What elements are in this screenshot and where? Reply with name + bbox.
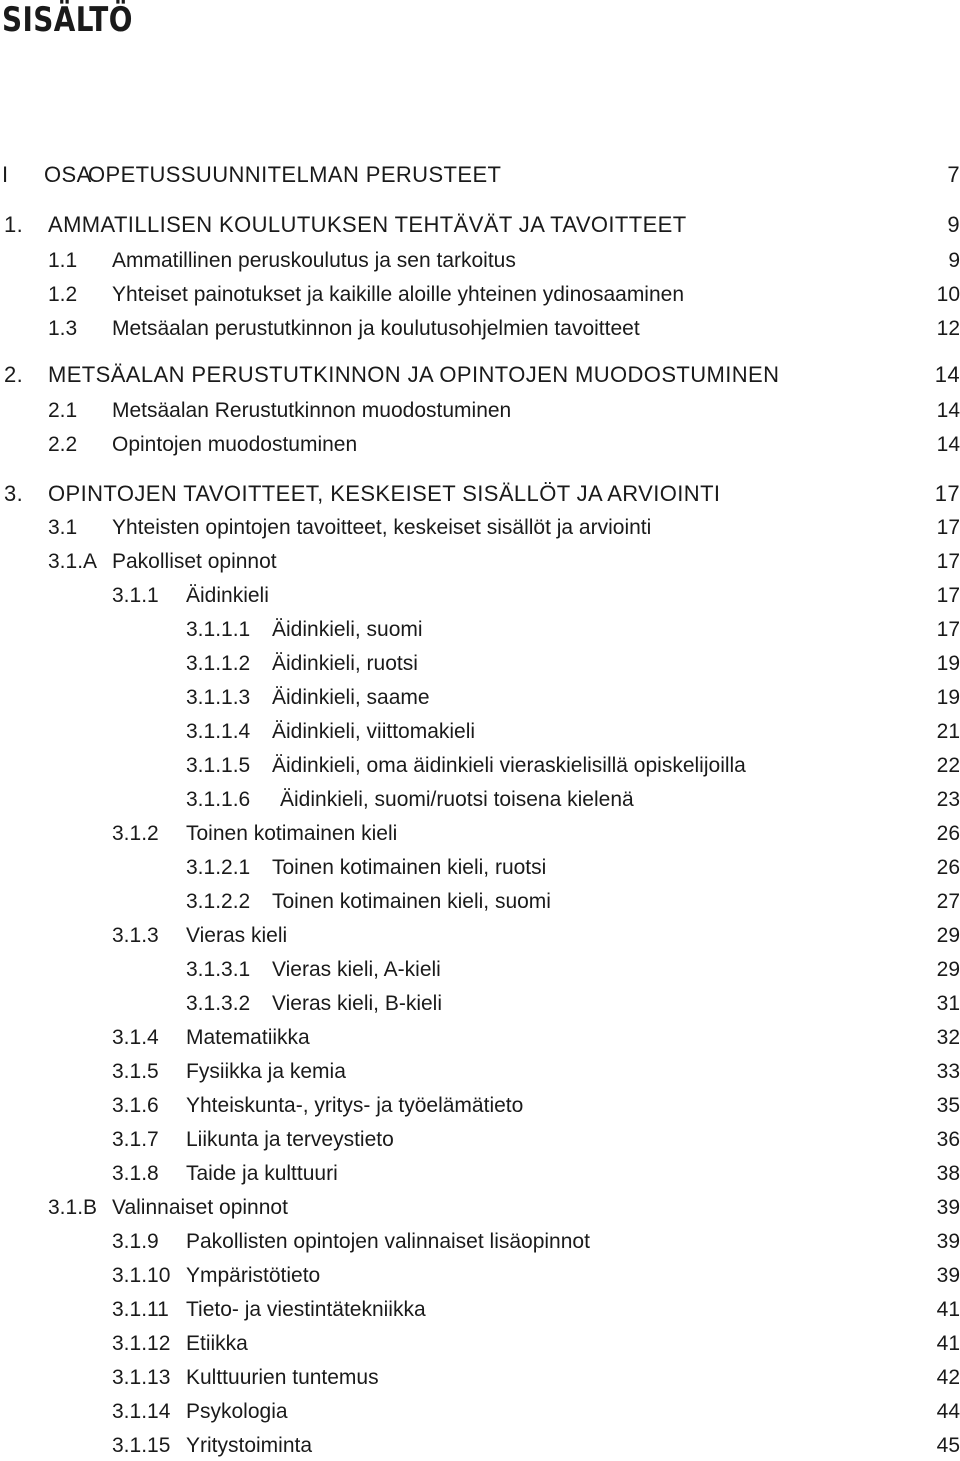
toc-entry-number: 3.1.3.1 [186, 958, 251, 981]
toc-entry-number: 3.1.4 [112, 1026, 159, 1049]
toc-entry-title: Psykologia [186, 1400, 288, 1423]
toc-entry-page-number: 10 [936, 283, 960, 306]
toc-entry-number: 3.1.2 [112, 822, 159, 845]
toc-entry-page-number: 14 [936, 399, 960, 422]
toc-entry[interactable] [0, 160, 960, 190]
toc-entry-number: 3.1.11 [112, 1298, 169, 1321]
toc-entry-title: Vieras kieli, A-kieli [272, 958, 441, 981]
toc-entry-title: Taide ja kulttuuri [186, 1162, 338, 1185]
toc-entry-number: 1.3 [48, 317, 78, 340]
toc-entry-number: I [2, 162, 9, 187]
toc-entry-title: Yritystoiminta [186, 1434, 313, 1457]
toc-entry[interactable] [0, 581, 960, 611]
toc-entry-page-number: 19 [936, 686, 960, 709]
toc-entry-number: 3.1.13 [112, 1366, 171, 1389]
toc-entry-page-number: 14 [936, 433, 960, 456]
toc-entry[interactable] [0, 717, 960, 747]
toc-entry-page-number: 17 [934, 481, 960, 506]
toc-entry-number: 3.1.1.6 [186, 788, 251, 811]
toc-entry[interactable] [0, 853, 960, 883]
toc-entry[interactable] [0, 1057, 960, 1087]
toc-entry-number: 1. [4, 212, 24, 237]
toc-entry-number: 3.1.15 [112, 1434, 171, 1457]
toc-entry-title: Metsäalan perustutkinnon ja koulutusohjelmien tavoitteet [112, 317, 640, 340]
toc-entry-title: OPINTOJEN TAVOITTEET, KESKEISET SISÄLLÖT JA ARVIOINTI [48, 481, 721, 506]
toc-entry[interactable] [0, 314, 960, 344]
toc-entry-title: Metsäalan Rerustutkinnon muodostuminen [112, 399, 512, 422]
toc-entry-page-number: 31 [936, 992, 960, 1015]
toc-entry-title: Fysiikka ja kemia [186, 1060, 346, 1083]
toc-entry-number: 3.1.2.2 [186, 890, 251, 913]
toc-entry-number: 3.1.B [48, 1196, 98, 1219]
toc-entry-page-number: 12 [936, 317, 960, 340]
toc-entry[interactable] [0, 210, 960, 240]
toc-entry-number: 3.1.1.4 [186, 720, 251, 743]
toc-entry[interactable] [0, 513, 960, 543]
toc-entry[interactable] [0, 683, 960, 713]
toc-entry[interactable] [0, 1193, 960, 1223]
toc-entry-page-number: 36 [936, 1128, 960, 1151]
toc-entry-page-number: 7 [947, 162, 960, 187]
toc-entry-page-number: 22 [936, 754, 960, 777]
toc-entry[interactable] [0, 396, 960, 426]
toc-entry[interactable] [0, 1091, 960, 1121]
toc-entry-title: AMMATILLISEN KOULUTUKSEN TEHTÄVÄT JA TAVOITTEET [48, 212, 687, 237]
toc-entry-title: Äidinkieli, suomi/ruotsi toisena kielenä [280, 788, 634, 811]
toc-entry[interactable] [0, 1363, 960, 1393]
toc-entry-page-number: 29 [936, 958, 960, 981]
toc-entry[interactable] [0, 785, 960, 815]
toc-entry-page-number: 33 [936, 1060, 960, 1083]
toc-entry-number: 3.1.1 [112, 584, 159, 607]
toc-entry-number: 3.1.5 [112, 1060, 159, 1083]
toc-entry-title: Tieto- ja viestintätekniikka [186, 1298, 426, 1321]
toc-entry[interactable] [0, 1397, 960, 1427]
toc-entry-title: Äidinkieli, suomi [272, 618, 423, 641]
toc-entry-title: Toinen kotimainen kieli, suomi [272, 890, 551, 913]
toc-entry-title: Liikunta ja terveystieto [186, 1128, 394, 1151]
toc-entry-title: Matematiikka [186, 1026, 310, 1049]
toc-entry[interactable] [0, 819, 960, 849]
toc-entry[interactable] [0, 479, 960, 509]
toc-entry[interactable] [0, 955, 960, 985]
toc-entry-number: 3.1.1.5 [186, 754, 251, 777]
toc-entry-page-number: 39 [936, 1196, 960, 1219]
toc-entry[interactable] [0, 1431, 960, 1461]
toc-entry-number: 2.1 [48, 399, 78, 422]
toc-entry-number: 3. [4, 481, 24, 506]
toc-entry-title: Yhteiskunta-, yritys- ja työelämätieto [186, 1094, 524, 1117]
toc-entry[interactable] [0, 1227, 960, 1257]
toc-entry[interactable] [0, 360, 960, 390]
toc-entry-page-number: 27 [936, 890, 960, 913]
toc-entry-page-number: 17 [936, 584, 960, 607]
toc-entry[interactable] [0, 1295, 960, 1325]
toc-entry-page-number: 26 [936, 856, 960, 879]
toc-entry-title: Vieras kieli [186, 924, 288, 947]
toc-entry-page-number: 19 [936, 652, 960, 675]
toc-entry-page-number: 45 [936, 1434, 960, 1457]
toc-entry-page-number: 21 [936, 720, 960, 743]
toc-entry-number: 3.1.2.1 [186, 856, 251, 879]
toc-entry-title: Äidinkieli, oma äidinkieli vieraskielisillä opiskelijoilla [272, 754, 746, 777]
toc-entry[interactable] [0, 1329, 960, 1359]
toc-entry-title: Valinnaiset opinnot [112, 1196, 288, 1219]
toc-entry-number: 3.1.A [48, 550, 98, 573]
toc-entry[interactable] [0, 430, 960, 460]
toc-entry[interactable] [0, 547, 960, 577]
toc-entry-number: 3.1.3 [112, 924, 159, 947]
toc-entry[interactable] [0, 246, 960, 276]
toc-entry-title: Äidinkieli [186, 584, 269, 607]
toc-entry[interactable] [0, 1023, 960, 1053]
toc-entry-number: 3.1.10 [112, 1264, 171, 1287]
toc-entry-page-number: 23 [936, 788, 960, 811]
toc-entry-title: OPETUSSUUNNITELMAN PERUSTEET [88, 162, 502, 187]
toc-entry-page-number: 32 [936, 1026, 960, 1049]
toc-entry-page-number: 17 [936, 516, 960, 539]
toc-entry-page-number: 17 [936, 618, 960, 641]
toc-entry-page-number: 17 [936, 550, 960, 573]
toc-entry-part-label: OSA [44, 162, 92, 187]
toc-entry[interactable] [0, 921, 960, 951]
toc-entry-page-number: 9 [948, 249, 960, 272]
toc-entry-number: 2.2 [48, 433, 78, 456]
toc-entry-number: 3.1.6 [112, 1094, 159, 1117]
toc-entry-page-number: 42 [936, 1366, 960, 1389]
toc-entry[interactable] [0, 887, 960, 917]
toc-entry-title: Vieras kieli, B-kieli [272, 992, 442, 1015]
toc-entry-number: 3.1.7 [112, 1128, 159, 1151]
toc-entry[interactable] [0, 280, 960, 310]
toc-entry-page-number: 39 [936, 1264, 960, 1287]
toc-entry[interactable] [0, 615, 960, 645]
toc-entry-title: Toinen kotimainen kieli, ruotsi [272, 856, 547, 879]
toc-entry[interactable] [0, 989, 960, 1019]
toc-entry-number: 3.1.3.2 [186, 992, 251, 1015]
toc-entry-page-number: 9 [947, 212, 960, 237]
toc-entry-number: 2. [4, 362, 24, 387]
toc-entry-title: Äidinkieli, ruotsi [272, 652, 418, 675]
toc-entry-title: Ympäristötieto [186, 1264, 321, 1287]
toc-entry-page-number: 41 [936, 1298, 960, 1321]
page-title: SISÄLTÖ [2, 0, 133, 40]
toc-entry-page-number: 35 [936, 1094, 960, 1117]
toc-entry-title: Kulttuurien tuntemus [186, 1366, 379, 1389]
toc-entry[interactable] [0, 1261, 960, 1291]
toc-entry-title: Yhteiset painotukset ja kaikille aloille yhteinen ydinosaaminen [112, 283, 685, 306]
toc-entry-page-number: 39 [936, 1230, 960, 1253]
toc-entry-number: 3.1.1.2 [186, 652, 251, 675]
toc-entry-number: 3.1.1.1 [186, 618, 251, 641]
toc-entry-number: 1.1 [48, 249, 78, 272]
toc-entry[interactable] [0, 751, 960, 781]
toc-entry[interactable] [0, 1159, 960, 1189]
toc-entry-title: Opintojen muodostuminen [112, 433, 358, 456]
toc-entry-number: 3.1.1.3 [186, 686, 251, 709]
toc-entry[interactable] [0, 1125, 960, 1155]
toc-entry-number: 3.1.9 [112, 1230, 159, 1253]
toc-entry-title: Yhteisten opintojen tavoitteet, keskeiset sisällöt ja arviointi [112, 516, 652, 539]
toc-entry-number: 3.1 [48, 516, 78, 539]
toc-entry-title: METSÄALAN PERUSTUTKINNON JA OPINTOJEN MUODOSTUMINEN [48, 362, 780, 387]
toc-entry-number: 1.2 [48, 283, 78, 306]
toc-entry-page-number: 44 [936, 1400, 960, 1423]
toc-entry-title: Pakolliset opinnot [112, 550, 277, 573]
toc-entry-title: Ammatillinen peruskoulutus ja sen tarkoitus [112, 249, 516, 272]
toc-entry-page-number: 38 [936, 1162, 960, 1185]
toc-entry-number: 3.1.12 [112, 1332, 171, 1355]
toc-entry-title: Äidinkieli, saame [272, 686, 430, 709]
toc-entry-number: 3.1.8 [112, 1162, 159, 1185]
toc-entry-title: Toinen kotimainen kieli [186, 822, 398, 845]
toc-entry-page-number: 14 [934, 362, 960, 387]
toc-entry-number: 3.1.14 [112, 1400, 171, 1423]
toc-entry-title: Pakollisten opintojen valinnaiset lisäopinnot [186, 1230, 590, 1253]
toc-entry-title: Etiikka [186, 1332, 248, 1355]
toc-entry-page-number: 41 [936, 1332, 960, 1355]
toc-entry-page-number: 26 [936, 822, 960, 845]
toc-entry[interactable] [0, 649, 960, 679]
toc-entry-page-number: 29 [936, 924, 960, 947]
toc-entry-title: Äidinkieli, viittomakieli [272, 720, 476, 743]
